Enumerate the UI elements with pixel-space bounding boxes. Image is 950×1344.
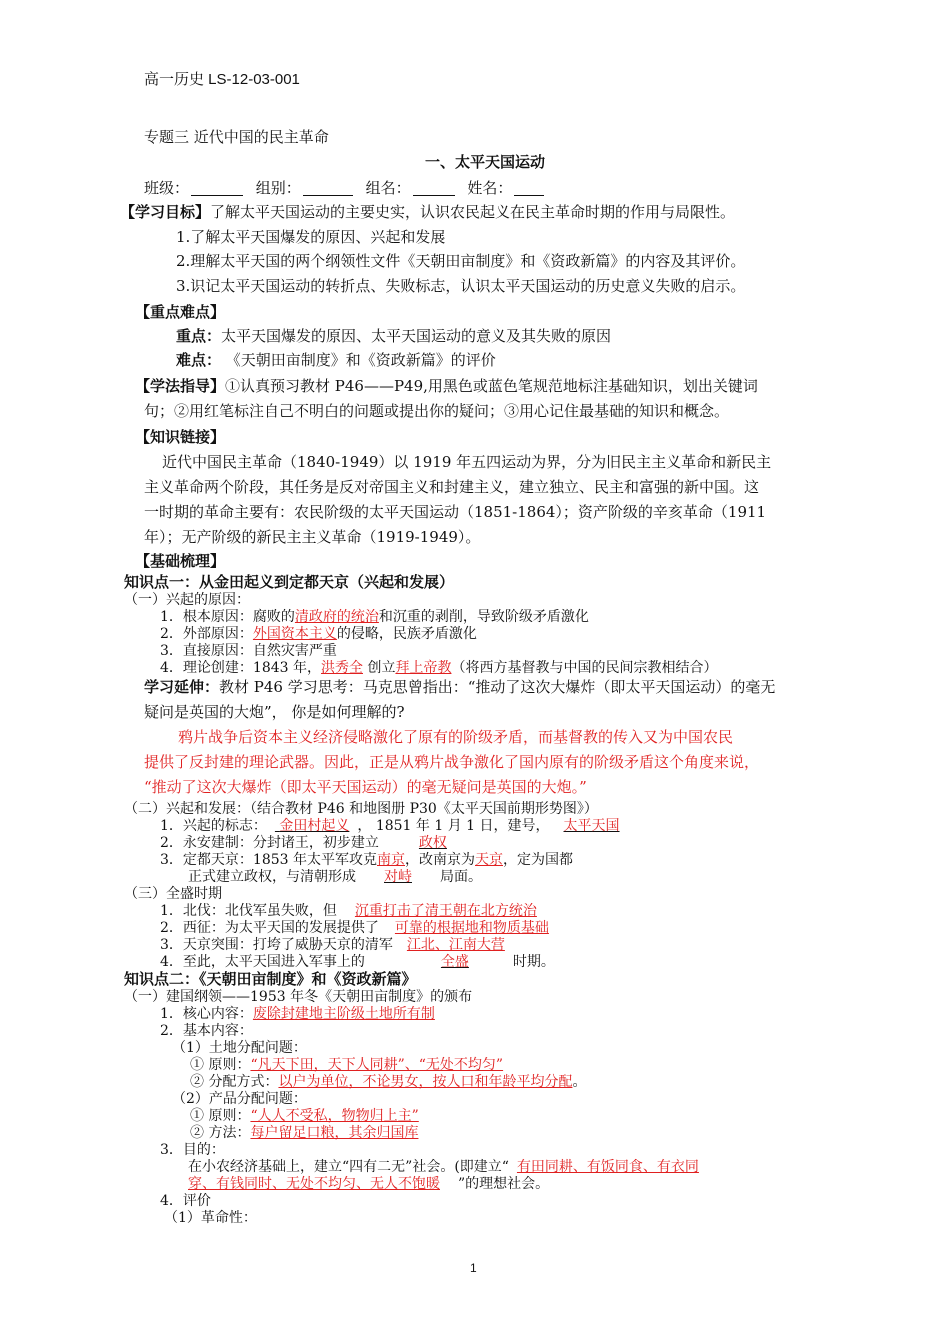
difficulty-text: 《天朝田亩制度》和《资政新篇》的评价 bbox=[221, 351, 496, 369]
land-method: ② 分配方式：以户为单位，不论男女，按人口和年龄平均分配。 bbox=[190, 1074, 587, 1090]
topic-heading: 专题三 近代中国的民主革命 bbox=[144, 128, 329, 146]
peak-title: （三）全盛时期 bbox=[124, 886, 222, 902]
answer: 以户为单位，不论男女，按人口和年龄平均分配 bbox=[278, 1074, 573, 1090]
cause-1: 1．根本原因：腐败的清政府的统治和沉重的剥削，导致阶级矛盾激化 bbox=[160, 609, 589, 625]
peak-3: 3．天京突围：打垮了威胁天京的清军 江北、江南大营 bbox=[160, 937, 505, 953]
answer: 全盛 bbox=[440, 954, 469, 970]
name-label: 姓名： bbox=[467, 179, 513, 197]
peak-1: 1．北伐：北伐军虽失败，但 沉重打击了清王朝在北方统治 bbox=[160, 903, 537, 919]
student-info-form bbox=[144, 181, 546, 196]
peak-4: 4．至此，太平天国进入军事上的 全盛 时期。 bbox=[160, 954, 555, 970]
goals-label: 【学习目标】 bbox=[120, 203, 211, 221]
land-principle: ① 原则：“凡天下田，天下人同耕”、“无处不均匀” bbox=[190, 1057, 504, 1073]
kp1-title: 知识点一：从金田起义到定都天京（兴起和发展） bbox=[124, 573, 455, 591]
page-title: 一、太平天国运动 bbox=[424, 153, 545, 171]
link-paragraph-line: 年）；无产阶级的新民主主义革命（1919-1949）。 bbox=[144, 528, 481, 546]
answer: 天京 bbox=[475, 852, 503, 868]
goal-item: 1.了解太平天国爆发的原因、兴起和发展 bbox=[176, 228, 446, 246]
answer: 沉重打击了清王朝在北方统治 bbox=[354, 903, 537, 919]
peak-2: 2．西征：为太平天国的发展提供了 可靠的根据地和物质基础 bbox=[160, 920, 549, 936]
focus-label: 重点： bbox=[176, 327, 222, 345]
basic-content: 2．基本内容： bbox=[160, 1023, 253, 1039]
cause-4: 4．理论创建：1843 年，洪秀全 创立拜上帝教（将西方基督教与中国的民间宗教相结合） bbox=[160, 660, 718, 676]
answer: “人人不受私，物物归上主” bbox=[250, 1108, 419, 1124]
dev-2: 2．永安建制：分封诸王，初步建立 政权 bbox=[160, 835, 447, 851]
team-field[interactable] bbox=[413, 181, 455, 196]
focus-line bbox=[176, 329, 611, 344]
answer: 穿、有钱同时、无处不均匀、无人不饱暖 bbox=[188, 1176, 440, 1192]
kp2-section-1: （一）建国纲领——1953 年冬《天朝田亩制度》的颁布 bbox=[124, 989, 473, 1005]
answer: 太平天国 bbox=[563, 818, 620, 834]
dev-1: 1．兴起的标志： 金田村起义 ， 1851 年 1 月 1 日，建号， 太平天国 bbox=[160, 818, 620, 834]
answer: 对峙 bbox=[384, 869, 412, 885]
goal-item: 3.识记太平天国运动的转折点、失败标志，认识太平天国运动的历史意义失败的启示。 bbox=[176, 277, 746, 295]
revolutionary-title: （1）革命性： bbox=[164, 1210, 257, 1226]
name-field[interactable] bbox=[514, 181, 544, 196]
development-title: （二）兴起和发展：（结合教材 P46 和地图册 P30《太平天国前期形势图》） bbox=[124, 801, 598, 817]
answer: 每户留足口粮，其余归国库 bbox=[250, 1125, 419, 1141]
evaluation-title: 4．评价 bbox=[160, 1193, 211, 1209]
extension-q-1: 学习延伸：教材 P46 学习思考：马克思曾指出：“推动了这次大爆炸（即太平天国运动）的毫无 bbox=[144, 678, 776, 696]
product-title: （2）产品分配问题： bbox=[172, 1091, 307, 1107]
link-paragraph-line: 一时期的革命主要有：农民阶级的太平天国运动（1851-1864）；资产阶级的辛亥革命（1911 bbox=[144, 503, 767, 521]
land-title: （1）土地分配问题： bbox=[172, 1040, 307, 1056]
kp2-title: 知识点二：《天朝田亩制度》和《资政新篇》 bbox=[124, 970, 417, 988]
answer: 外国资本主义 bbox=[252, 626, 337, 642]
answer: 废除封建地主阶级土地所有制 bbox=[252, 1006, 435, 1022]
group-field[interactable] bbox=[303, 181, 353, 196]
method-label: 【学法指导】 bbox=[135, 377, 226, 395]
product-principle: ① 原则：“人人不受私，物物归上主” bbox=[190, 1108, 419, 1124]
goals-intro: 了解太平天国运动的主要史实，认识农民起义在民主革命时期的作用与局限性。 bbox=[210, 203, 736, 221]
method-line-2: 句；②用红笔标注自己不明白的问题或提出你的疑问；③用心记住最基础的知识和概念。 bbox=[144, 402, 730, 420]
extension-q-2: 疑问是英国的大炮”， 你是如何理解的? bbox=[144, 703, 405, 721]
class-label: 班级： bbox=[144, 179, 190, 197]
course-code: 高一历史 LS-12-03-001 bbox=[144, 71, 300, 88]
extension-answer: “推动了这次大爆炸（即太平天国运动）的毫无疑问是英国的大炮。” bbox=[144, 778, 587, 796]
answer: 政权 bbox=[418, 835, 447, 851]
cause-2: 2．外部原因：外国资本主义的侵略，民族矛盾激化 bbox=[160, 626, 477, 642]
method-line-1 bbox=[135, 379, 758, 394]
difficulty-line bbox=[176, 353, 496, 368]
answer: 金田村起义 bbox=[279, 818, 350, 834]
extension-answer: 提供了反封建的理论武器。因此，正是从鸦片战争激化了国内原有的阶级矛盾这个角度来说， bbox=[144, 753, 760, 771]
goal-title: 3．目的： bbox=[160, 1142, 225, 1158]
keypoints-label: 【重点难点】 bbox=[135, 303, 226, 321]
link-label: 【知识链接】 bbox=[135, 428, 226, 446]
goal-line-2: 穿、有钱同时、无处不均匀、无人不饱暖 ”的理想社会。 bbox=[188, 1176, 550, 1192]
dev-3b: 正式建立政权，与清朝形成 对峙 局面。 bbox=[188, 869, 482, 885]
difficulty-label: 难点： bbox=[176, 351, 222, 369]
learning-goals bbox=[120, 205, 735, 220]
method-text: ①认真预习教材 P46——P49,用黑色或蓝色笔规范地标注基础知识，划出关键词 bbox=[225, 377, 758, 395]
basics-label: 【基础梳理】 bbox=[135, 552, 226, 570]
extension-label: 学习延伸： bbox=[144, 678, 220, 696]
goal-item: 2.理解太平天国的两个纲领性文件《天朝田亩制度》和《资政新篇》的内容及其评价。 bbox=[176, 252, 746, 270]
extension-answer: 鸦片战争后资本主义经济侵略激化了原有的阶级矛盾，而基督教的传入又为中国农民 bbox=[178, 728, 734, 746]
link-paragraph-line: 近代中国民主革命（1840-1949）以 1919 年五四运动为界，分为旧民主主义革命和新民主 bbox=[162, 453, 772, 471]
focus-text: 太平天国爆发的原因、太平天国运动的意义及其失败的原因 bbox=[221, 327, 612, 345]
dev-3: 3．定都天京：1853 年太平军攻克南京，改南京为天京，定为国都 bbox=[160, 852, 573, 868]
answer: “凡天下田，天下人同耕”、“无处不均匀” bbox=[250, 1057, 504, 1073]
link-paragraph-line: 主义革命两个阶段，其任务是反对帝国主义和封建主义，建立独立、民主和富强的新中国。这 bbox=[144, 478, 760, 496]
causes-title: （一）兴起的原因： bbox=[124, 592, 250, 608]
answer: 洪秀全 bbox=[321, 660, 363, 676]
page-number: 1 bbox=[470, 1261, 477, 1275]
cause-3: 3．直接原因：自然灾害严重 bbox=[160, 643, 337, 659]
goal-line-1: 在小农经济基础上，建立“四有二无”社会。(即建立“ 有田同耕、有饭同食、有衣同 bbox=[188, 1159, 699, 1175]
team-label: 组名： bbox=[365, 179, 411, 197]
class-field[interactable] bbox=[191, 181, 243, 196]
group-label: 组别： bbox=[255, 179, 301, 197]
answer: 南京 bbox=[377, 852, 405, 868]
product-method: ② 方法：每户留足口粮，其余归国库 bbox=[190, 1125, 419, 1141]
answer: 江北、江南大营 bbox=[406, 937, 505, 953]
core-content: 1．核心内容：废除封建地主阶级土地所有制 bbox=[160, 1006, 435, 1022]
answer: 拜上帝教 bbox=[395, 660, 452, 676]
answer: 有田同耕、有饭同食、有衣同 bbox=[516, 1159, 699, 1175]
answer: 可靠的根据地和物质基础 bbox=[394, 920, 549, 936]
answer: 清政府的统治 bbox=[294, 609, 379, 625]
